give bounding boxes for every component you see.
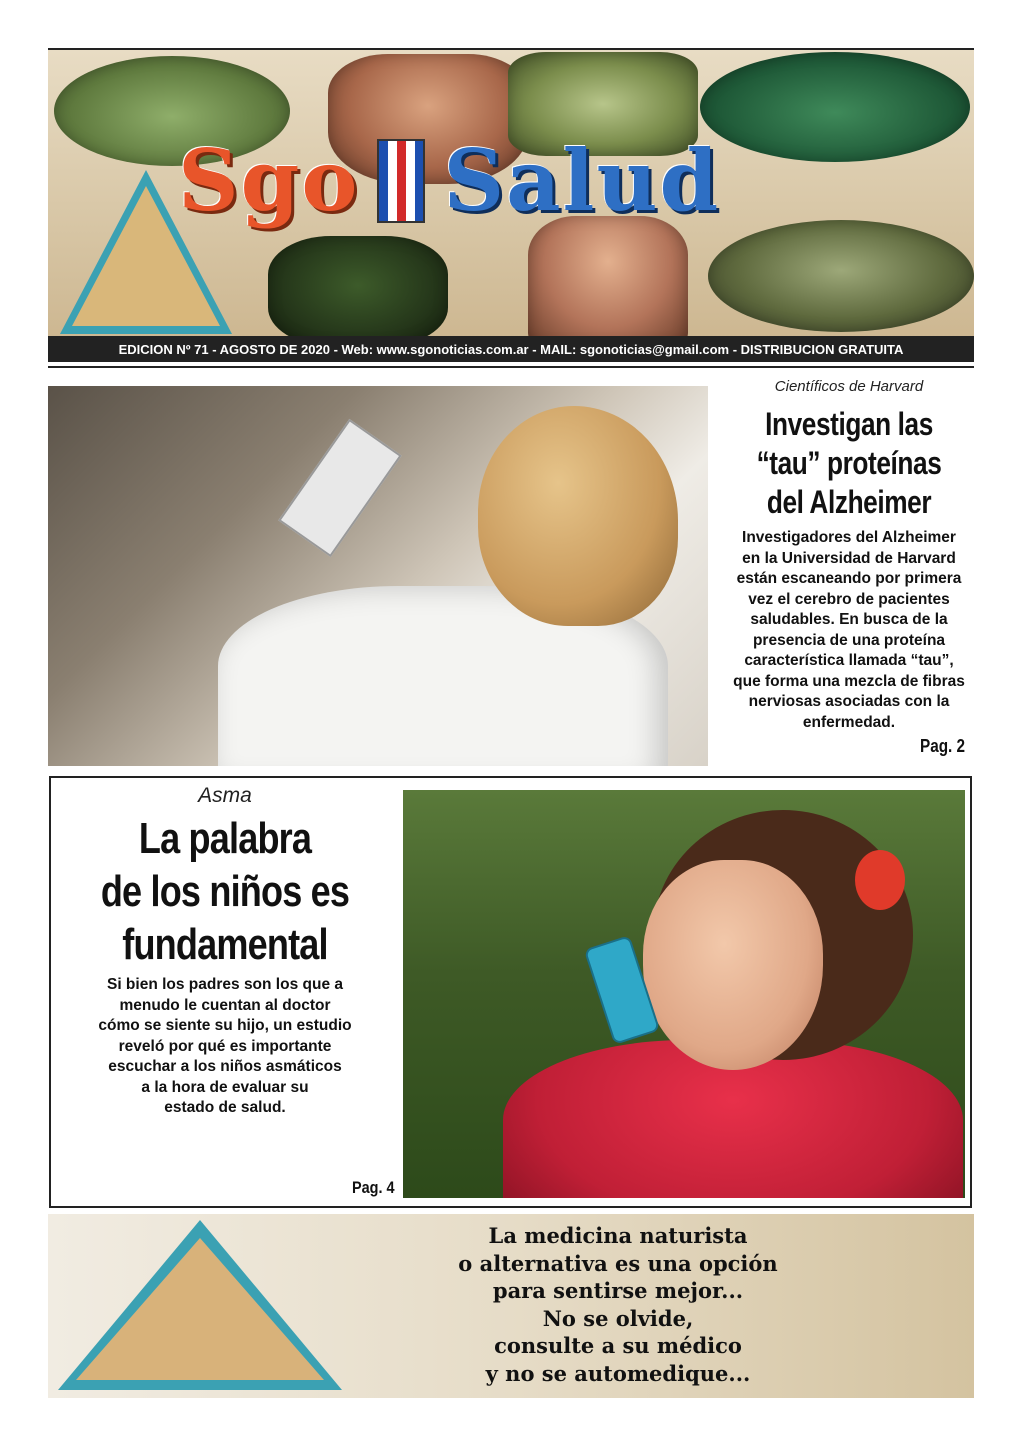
section-divider [48, 366, 974, 368]
lab-researcher-photo [48, 386, 708, 766]
dumbbells-photo [268, 236, 448, 346]
santiago-flag-icon [377, 139, 425, 223]
page-reference-link[interactable]: Pag. 2 [920, 736, 966, 756]
food-pyramid-icon [58, 1220, 342, 1390]
logo-salud: Salud [443, 131, 721, 230]
naturist-medicine-banner [48, 1214, 974, 1398]
girl-inhaler-photo [403, 790, 965, 1198]
woman-exercising-photo [528, 216, 688, 346]
page-reference-link[interactable]: Pag. 4 [352, 1178, 395, 1197]
article-headline: Investigan las “tau” proteínas del Alzheimer [756, 406, 942, 520]
article-alzheimer [722, 378, 976, 733]
article-headline: La palabra de los niños es fundamental [100, 814, 350, 969]
article-body: Investigadores del Alzheimer en la Universidad de Harvard están escaneando por primera vez el cerebro de pacientes saludables. En busca de la presencia de una proteína característica llamada “tau”, que forma una mezcla de fibras nerviosas asociadas con la enfermedad. [733, 529, 965, 731]
article-kicker: Asma [198, 784, 252, 807]
article-body: Si bien los padres son los que a menudo le cuentan al doctor cómo se siente su hijo, un estudio reveló por qué es importante escuchar a los niños asmáticos a la hora de evaluar su estado de salud. [98, 976, 352, 1116]
masthead-logo [178, 131, 868, 230]
banner-message: La medicina naturista o alternativa es una opción para sentirse mejor... No se olvide, consulte a su médico y no se automedique... [458, 1223, 778, 1386]
family-running-photo [708, 220, 974, 332]
logo-sgo: Sgo [178, 131, 360, 230]
edition-info-bar: EDICION Nº 71 - AGOSTO DE 2020 - Web: www.sgonoticias.com.ar - MAIL: sgonoticias@gmail.com - DISTRIBUCION GRATUITA [48, 336, 974, 362]
masthead [48, 48, 974, 362]
article-kicker: Científicos de Harvard [774, 378, 924, 395]
article-asthma [60, 784, 390, 1119]
